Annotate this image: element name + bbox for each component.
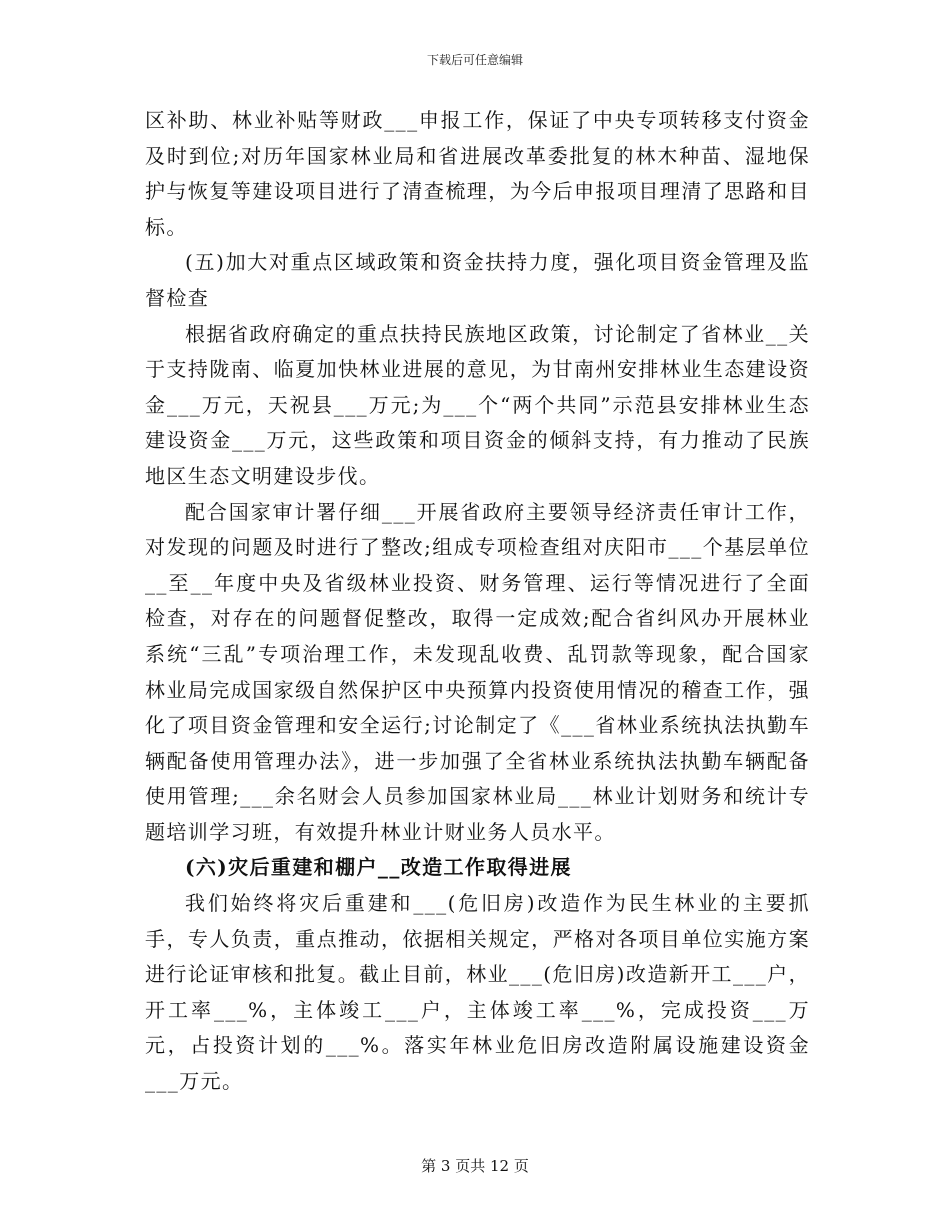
section-heading-5: (五)加大对重点区域政策和资金扶持力度，强化项目资金管理及监督检查 bbox=[145, 250, 810, 310]
section-heading-6: (六)灾后重建和棚户__改造工作取得进展 bbox=[185, 855, 572, 880]
page-header: 下载后可任意编辑 bbox=[426, 53, 523, 67]
page-footer: 第 3 页共 12 页 bbox=[421, 1157, 529, 1175]
paragraph-continuation: 区补助、林业补贴等财政___申报工作，保证了中央专项转移支付资金及时到位;对历年国家林业局和省进展改革委批复的林木种苗、湿地保护与恢复等建设项目进行了清查梳理，为今后申报项目理清了思路和目标。 bbox=[145, 108, 810, 239]
paragraph-reconstruction: 我们始终将灾后重建和___(危旧房)改造作为民生林业的主要抓手，专人负责，重点推动，依据相关规定，严格对各项目单位实施方案进行论证审核和批复。截止目前，林业___(危旧房)改造新开工___户，开工率___%，主体竣工___户，主体竣工率___%，完成投资___万元，占投资计划的___%。落实年林业危旧房改造附属设施建设资金___万元。 bbox=[145, 891, 810, 1094]
paragraph-policy-support: 根据省政府确定的重点扶持民族地区政策，讨论制定了省林业__关于支持陇南、临夏加快林业进展的意见，为甘南州安排林业生态建设资金___万元，天祝县___万元;为___个“两个共同”示范县安排林业生态建设资金___万元，这些政策和项目资金的倾斜支持，有力推动了民族地区生态文明建设步伐。 bbox=[145, 321, 810, 488]
paragraph-audit-inspection: 配合国家审计署仔细___开展省政府主要领导经济责任审计工作，对发现的问题及时进行了整改;组成专项检查组对庆阳市___个基层单位__至__年度中央及省级林业投资、财务管理、运行等情况进行了全面检查，对存在的问题督促整改，取得一定成效;配合省纠风办开展林业系统“三乱”专项治理工作，未发现乱收费、乱罚款等现象，配合国家林业局完成国家级自然保护区中央预算内投资使用情况的稽查工作，强化了项目资金管理和安全运行;讨论制定了《___省林业系统执法执勤车辆配备使用管理办法》，进一步加强了全省林业系统执法执勤车辆配备使用管理;___余名财会人员参加国家林业局___林业计划财务和统计专题培训学习班，有效提升林业计财业务人员水平。 bbox=[145, 499, 810, 844]
document-body bbox=[145, 103, 810, 1100]
